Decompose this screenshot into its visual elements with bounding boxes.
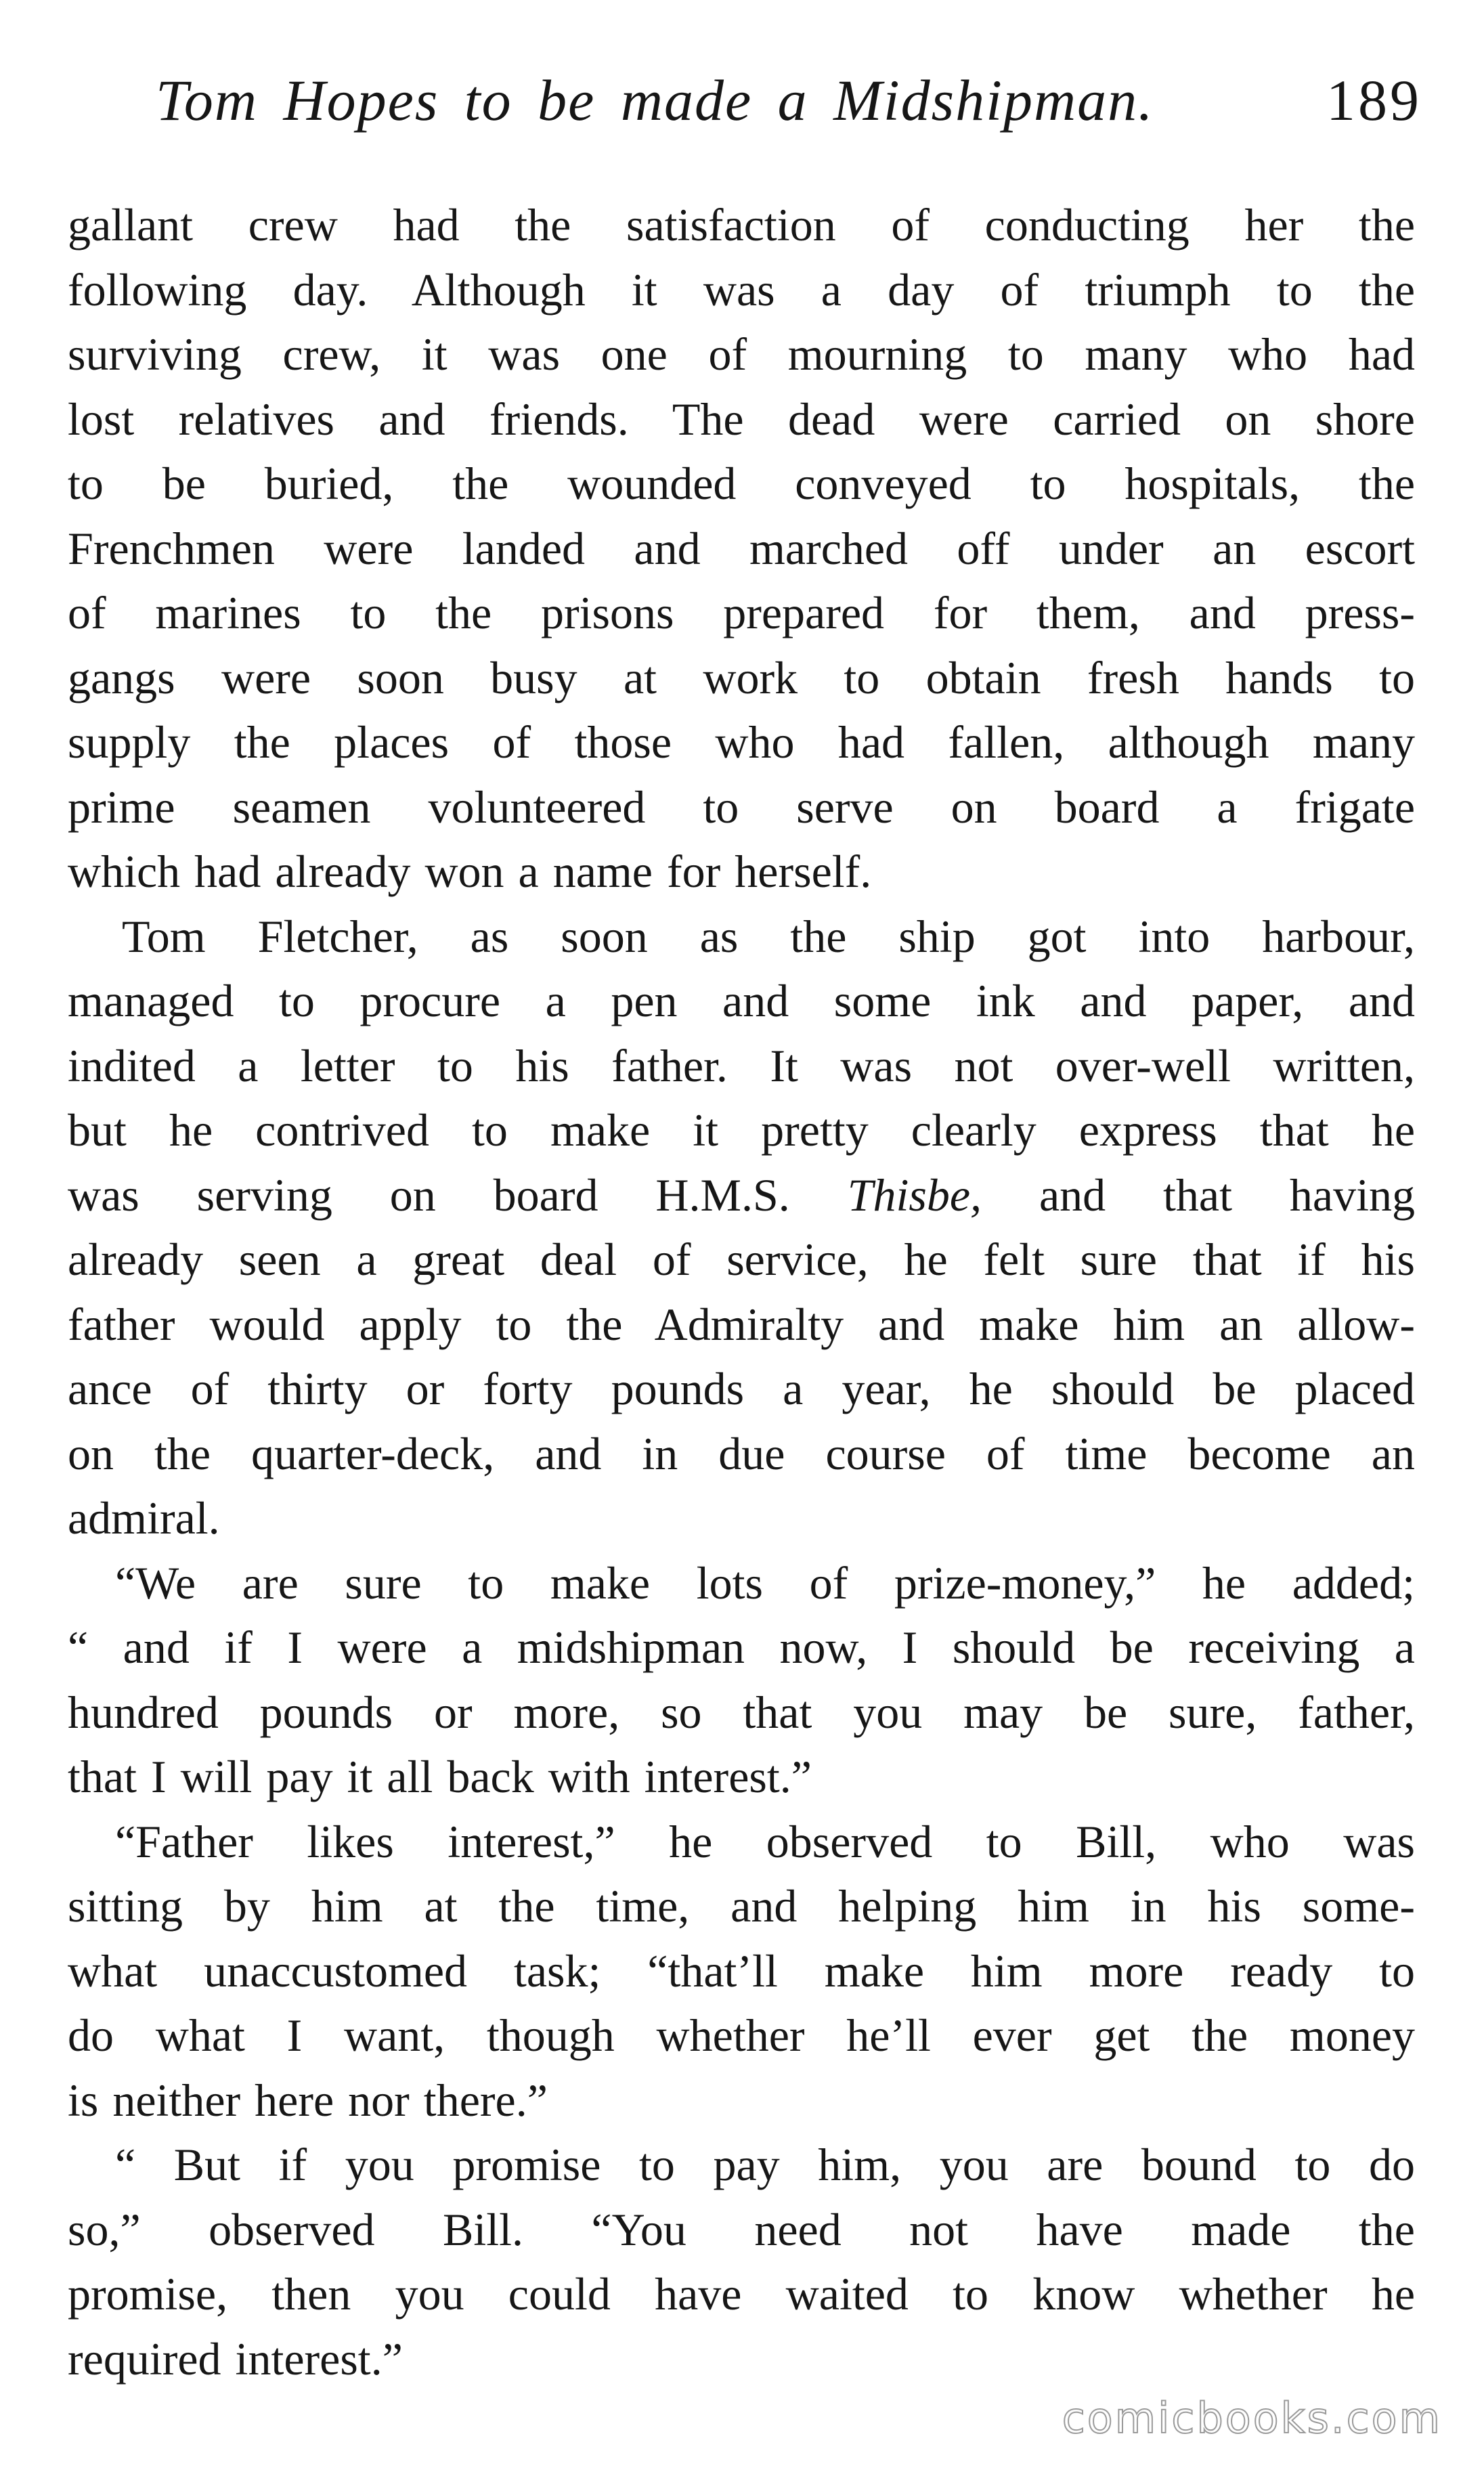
text-segment: was serving on board H.M.S. <box>68 1169 848 1221</box>
text-line: indited a letter to his father. It was not over-well written, <box>68 1039 1415 1091</box>
body-text <box>68 193 1415 2391</box>
text-line: already seen a great deal of service, he felt sure that if his <box>68 1234 1415 1285</box>
text-line: promise, then you could have waited to know whether he <box>68 2268 1415 2320</box>
paragraph-start-line: “Father likes interest,” he observed to Bill, who was <box>115 1815 1415 1867</box>
text-segment: and that having <box>982 1169 1415 1221</box>
text-line: following day. Although it was a day of triumph to the <box>68 263 1415 316</box>
text-line: sitting by him at the time, and helping him in his some- <box>68 1880 1415 1932</box>
text-line: hundred pounds or more, so that you may be sure, father, <box>68 1686 1415 1738</box>
paragraph-start-line: Tom Fletcher, as soon as the ship got into harbour, <box>122 910 1415 962</box>
text-line: do what I want, though whether he’ll ever get the money <box>68 2009 1415 2061</box>
page-number: 189 <box>1326 68 1422 133</box>
text-line: lost relatives and friends. The dead were carried on shore <box>68 393 1415 445</box>
text-line: but he contrived to make it pretty clearly express that he <box>68 1104 1415 1156</box>
text-line: required interest.” <box>68 2332 403 2385</box>
text-line: admiral. <box>68 1492 220 1544</box>
text-line: so,” observed Bill. “You need not have made the <box>68 2203 1415 2255</box>
text-line: on the quarter-deck, and in due course of time become an <box>68 1427 1415 1479</box>
text-line: supply the places of those who had fallen, although many <box>68 716 1415 768</box>
text-line: to be buried, the wounded conveyed to hospitals, the <box>68 458 1415 509</box>
text-line: is neither here nor there.” <box>68 2074 548 2126</box>
text-line: what unaccustomed task; “that’ll make him more ready to <box>68 1944 1415 1997</box>
text-line: which had already won a name for herself. <box>68 846 872 897</box>
running-head <box>156 66 1422 148</box>
text-line: that I will pay it all back with interest.” <box>68 1751 812 1802</box>
text-line: managed to procure a pen and some ink and paper, and <box>68 975 1415 1026</box>
ship-name: Thisbe, <box>847 1169 982 1221</box>
running-title: Tom Hopes to be made a Midshipman. <box>156 68 1154 133</box>
text-line: father would apply to the Admiralty and make him an allow- <box>68 1298 1415 1350</box>
text-line: surviving crew, it was one of mourning to many who had <box>68 328 1415 380</box>
text-line: ance of thirty or forty pounds a year, he should be placed <box>68 1363 1415 1414</box>
paragraph-start-line: “We are sure to make lots of prize-money,” he added; <box>115 1557 1415 1609</box>
text-line-with-ship-name <box>68 1163 1415 1228</box>
text-line: “ and if I were a midshipman now, I should be receiving a <box>68 1622 1415 1673</box>
paragraph-start-line: “ But if you promise to pay him, you are bound to do <box>115 2139 1415 2190</box>
text-line: of marines to the prisons prepared for them, and press- <box>68 587 1415 638</box>
text-line: gallant crew had the satisfaction of conducting her the <box>68 199 1415 251</box>
site-watermark: comicbooks.com <box>1062 2393 1442 2443</box>
text-line: gangs were soon busy at work to obtain fresh hands to <box>68 651 1415 703</box>
text-line: Frenchmen were landed and marched off under an escort <box>68 522 1415 574</box>
text-line: prime seamen volunteered to serve on board a frigate <box>68 781 1415 833</box>
